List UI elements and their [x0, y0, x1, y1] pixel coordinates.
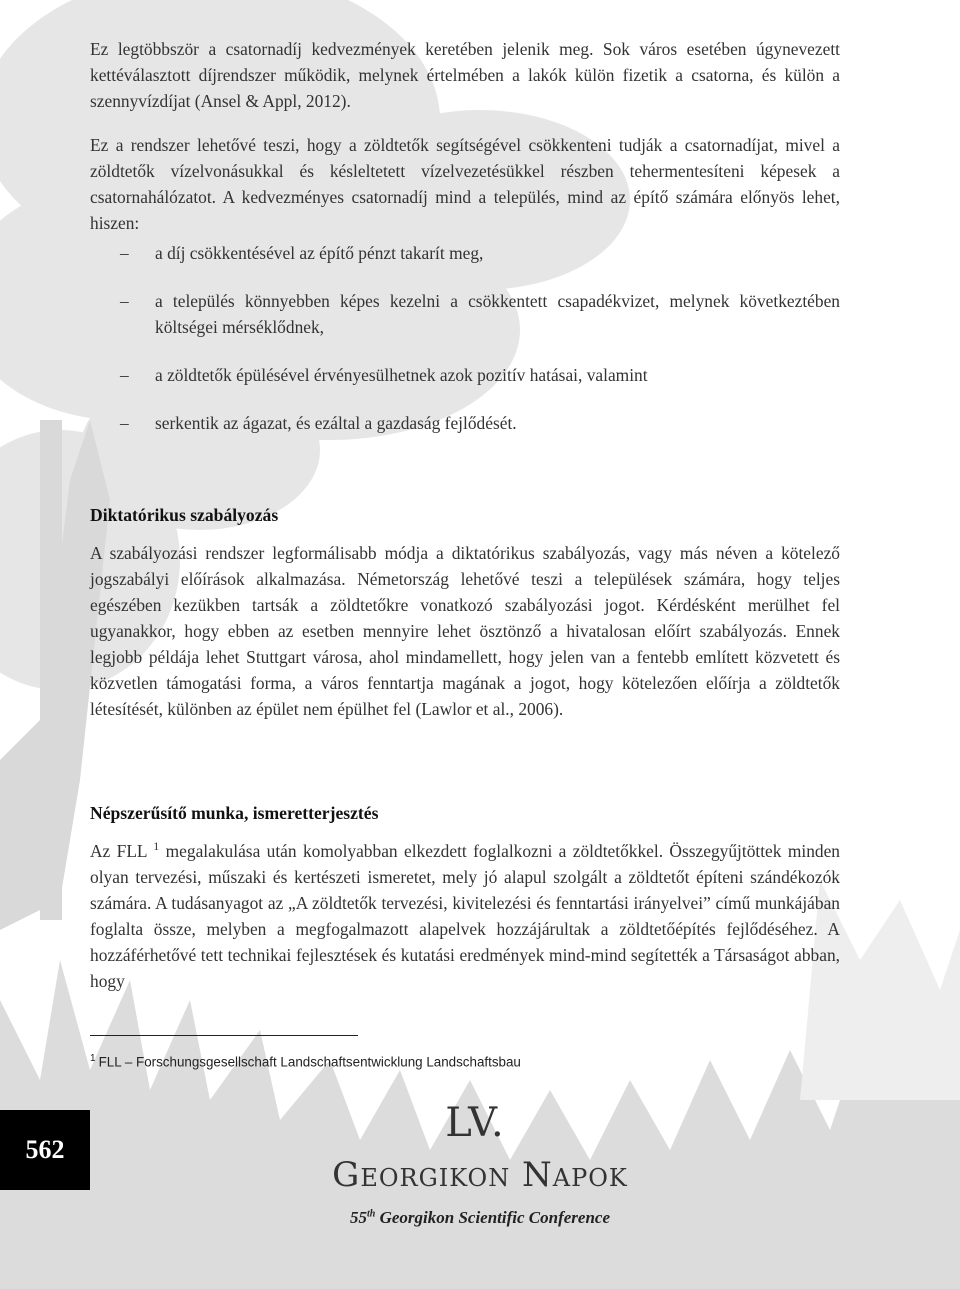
conference-subtitle-text: Georgikon Scientific Conference [375, 1208, 610, 1227]
dash-bullet: – [120, 291, 129, 311]
conference-subtitle [300, 1208, 660, 1228]
list-item-text: a település könnyebben képes kezelni a csökkentett csapadékvizet, melynek következtében költségei mérséklődnek, [155, 291, 840, 337]
list-item [90, 362, 840, 388]
list-item-text: a díj csökkentésével az építő pénzt takarít meg, [155, 243, 484, 263]
list-item [90, 410, 840, 436]
conference-ordinal: th [366, 1208, 376, 1220]
list-item-text: serkentik az ágazat, és ezáltal a gazdaság fejlődését. [155, 413, 517, 433]
footnote-divider [90, 1035, 358, 1036]
dash-bullet: – [120, 243, 129, 263]
conference-name: Georgikon Napok [332, 1155, 628, 1195]
footnote-text: FLL – Forschungsgesellschaft Landschaftsentwicklung Landschaftsbau [98, 1054, 521, 1070]
benefit-list [90, 240, 840, 436]
dash-bullet: – [120, 365, 129, 385]
paragraph-diktatorikus: A szabályozási rendszer legformálisabb módja a diktatórikus szabályozás, vagy más néven a kötelező jogszabályi előírások alkalmazása. Németország lehetővé teszi a települések számára, hogy teljes egészében kezükben tartsák a zöldtetőkre vonatkozó szabályozási jogot. Kérdésként merülhet fel ugyanakkor, hogy ebben az esetben mennyire lehet ösztönző a hivatalosan előírt szabályozás. Ennek legjobb példája lehet Stuttgart városa, ahol mindamellett, hogy jelen van a fentebb említett közvetett és közvetlen támogatási forma, a város fenntartja magának a jogot, hogy kötelezően előírja a zöldtetők létesítését, különben az épület nem épülhet fel (Lawlor et al., 2006). [90, 543, 840, 719]
list-item [90, 288, 840, 340]
paragraph-nepszerusito [90, 838, 840, 994]
paragraph-start: Az FLL [90, 841, 154, 861]
conference-roman-numeral: LV. [445, 1100, 505, 1146]
section-heading-diktatorikus: Diktatórikus szabályozás [90, 505, 279, 525]
footnote [90, 1053, 521, 1069]
dash-bullet: – [120, 413, 129, 433]
intro-section [90, 36, 840, 436]
section-heading-nepszerusito: Népszerűsítő munka, ismeretterjesztés [90, 803, 379, 823]
paragraph-rest: megalakulása után komolyabban elkezdett foglalkozni a zöldtetőkkel. Összegyűjtöttek minden olyan tervezési, műszaki és kertészeti ismeretet, mely jó alapul szolgált a zöldtetőt építeni szándékozók számára. A tudásanyagot az „A zöldtetők tervezési, kivitelezési és fenntartási irányelvei” című munkájában foglalta össze, melyben a megfogalmazott alapelvek hozzájárultak a zöldtetőépítés fejlődéséhez. A hozzáférhetővé tett technikai fejlesztések és kutatási eredmények mind-mind segítették a Társaságot abban, hogy [90, 841, 840, 991]
conference-number: 55 [349, 1208, 367, 1227]
paragraph-intro-2: Ez a rendszer lehetővé teszi, hogy a zöldtetők segítségével csökkenteni tudják a csatornadíjat, mivel a zöldtetők vízelvonásukkal és késleltetett vízelvezetésükkel részben tehermentesíteni képesek a csatornahálózatot. A kedvezményes csatornadíj mind a település, mind az építő számára előnyös lehet, hiszen: [90, 135, 840, 233]
footnote-reference[interactable]: 1 [153, 839, 160, 854]
list-item [90, 240, 840, 266]
footnote-number: 1 [90, 1053, 96, 1064]
paragraph-intro-1: Ez legtöbbször a csatornadíj kedvezmények keretében jelenik meg. Sok város esetében úgynevezett kettéválasztott díjrendszer működik, melynek értelmében a lakók külön fizetik a csatorna, és külön a szennyvízdíjat (Ansel & Appl, 2012). [90, 39, 840, 111]
page-number: 562 [0, 1110, 90, 1190]
list-item-text: a zöldtetők épülésével érvényesülhetnek azok pozitív hatásai, valamint [155, 365, 648, 385]
